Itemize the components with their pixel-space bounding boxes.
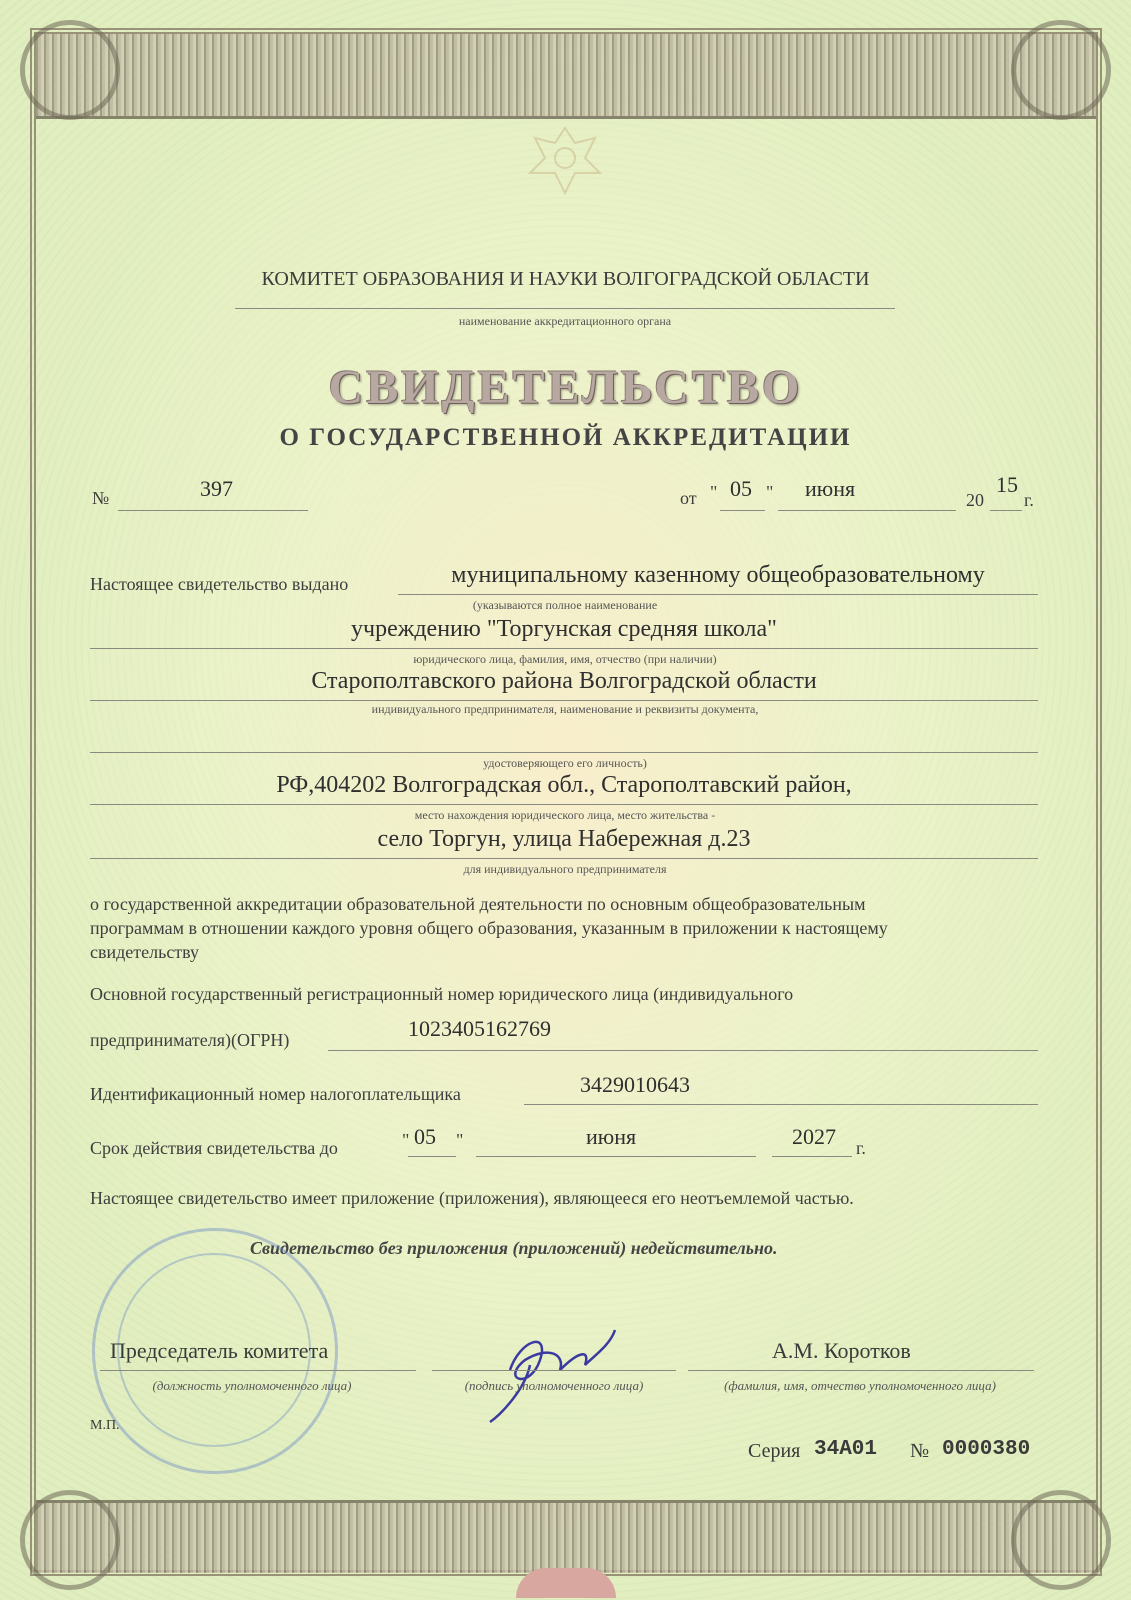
validity-year-line	[772, 1156, 852, 1157]
series-number: 0000380	[942, 1438, 1031, 1461]
validity-label: Срок действия свидетельства до	[90, 1138, 338, 1158]
series-label: Серия	[748, 1440, 801, 1462]
document-title: СВИДЕТЕЛЬСТВО	[328, 361, 803, 414]
issued-hint-6: для индивидуального предпринимателя	[463, 862, 667, 876]
certificate-number: 397	[200, 476, 233, 501]
accreditation-text-line: программам в отношении каждого уровня общего образования, указанным в приложении к настоящему	[90, 918, 888, 938]
issued-line-4	[90, 752, 1038, 753]
issued-district: Старополтавского района Волгоградской области	[311, 668, 817, 694]
signatory-name: А.М. Коротков	[772, 1338, 911, 1363]
issued-hint-2: юридического лица, фамилия, имя, отчество (при наличии)	[413, 652, 717, 666]
corner-ornament	[20, 1490, 120, 1590]
name-hint: (фамилия, имя, отчество уполномоченного лица)	[724, 1378, 996, 1393]
issued-label: Настоящее свидетельство выдано	[90, 574, 349, 594]
validity-month-line	[476, 1156, 756, 1157]
issued-name-line1: муниципальному казенному общеобразовательному	[451, 562, 985, 588]
seal-place-label: М.П.	[90, 1418, 120, 1433]
coat-of-arms-icon	[520, 118, 610, 198]
validity-month: июня	[586, 1124, 637, 1149]
date-month: июня	[805, 476, 856, 501]
date-open-quote: "	[710, 482, 718, 502]
invalid-warning: Свидетельство без приложения (приложений) недействительно.	[250, 1238, 778, 1258]
issued-hint-3: индивидуального предпринимателя, наименование и реквизиты документа,	[371, 702, 759, 716]
appendix-note: Настоящее свидетельство имеет приложение (приложения), являющееся его неотъемлемой частью.	[90, 1188, 854, 1208]
issuer-caption: наименование аккредитационного органа	[458, 314, 672, 328]
name-line	[688, 1370, 1034, 1371]
series-value: 34А01	[814, 1438, 878, 1461]
number-line	[118, 510, 308, 511]
validity-open-quote: "	[402, 1130, 410, 1150]
ogrn-label: Основной государственный регистрационный номер юридического лица (индивидуального	[90, 984, 794, 1004]
corner-ornament	[20, 20, 120, 120]
corner-ornament	[1011, 1490, 1111, 1590]
issued-address-line1: РФ,404202 Волгоградская обл., Старополтавский район,	[276, 772, 852, 798]
validity-year: 2027	[792, 1124, 836, 1149]
issued-hint-5: место нахождения юридического лица, место жительства -	[414, 808, 716, 822]
issued-line-2	[90, 648, 1038, 649]
position-line	[100, 1370, 416, 1371]
ogrn-value: 1023405162769	[408, 1016, 551, 1041]
date-prefix: от	[680, 488, 697, 508]
issued-name-line2: учреждению "Торгунская средняя школа"	[351, 616, 777, 642]
date-close-quote: "	[766, 482, 774, 502]
series-number-prefix: №	[910, 1440, 930, 1462]
accreditation-text-line: о государственной аккредитации образовательной деятельности по основным общеобразовательным	[90, 894, 866, 914]
issued-line-3	[90, 700, 1038, 701]
corner-ornament	[1011, 20, 1111, 120]
accreditation-text-line: свидетельству	[90, 942, 200, 962]
ogrn-line	[328, 1050, 1038, 1051]
validity-day-line	[408, 1156, 456, 1157]
date-year-suffix: г.	[1024, 490, 1034, 510]
signature-hint: (подпись уполномоченного лица)	[464, 1378, 644, 1393]
signatory-position: Председатель комитета	[110, 1338, 329, 1363]
issued-line-1	[398, 594, 1038, 595]
issued-line-6	[90, 858, 1038, 859]
issuer-line	[235, 308, 895, 309]
ogrn-label-2: предпринимателя)(ОГРН)	[90, 1030, 290, 1050]
position-hint: (должность уполномоченного лица)	[152, 1378, 352, 1393]
top-ornament	[36, 34, 1096, 119]
issued-address-line2: село Торгун, улица Набережная д.23	[377, 826, 751, 852]
issuer-name: КОМИТЕТ ОБРАЗОВАНИЯ И НАУКИ ВОЛГОГРАДСКОЙ ОБЛАСТИ	[261, 268, 870, 290]
validity-close-quote: "	[456, 1130, 464, 1150]
date-year-prefix: 20	[966, 490, 984, 510]
validity-suffix: г.	[856, 1138, 866, 1158]
date-month-line	[778, 510, 956, 511]
bottom-seal-mark	[516, 1568, 616, 1598]
issued-hint-4: удостоверяющего его личность)	[483, 756, 647, 770]
inn-line	[524, 1104, 1038, 1105]
document-subtitle: О ГОСУДАРСТВЕННОЙ АККРЕДИТАЦИИ	[279, 424, 852, 451]
validity-day: 05	[414, 1124, 436, 1149]
inn-value: 3429010643	[580, 1072, 690, 1097]
issued-hint-1: (указываются полное наименование	[472, 598, 658, 612]
date-day: 05	[730, 476, 752, 501]
date-day-line	[720, 510, 765, 511]
inn-label: Идентификационный номер налогоплательщика	[90, 1084, 461, 1104]
bottom-ornament	[36, 1500, 1096, 1573]
date-year-line	[990, 510, 1022, 511]
number-prefix: №	[92, 488, 110, 508]
issued-line-5	[90, 804, 1038, 805]
date-year: 15	[996, 472, 1018, 497]
signature-line	[432, 1370, 676, 1371]
